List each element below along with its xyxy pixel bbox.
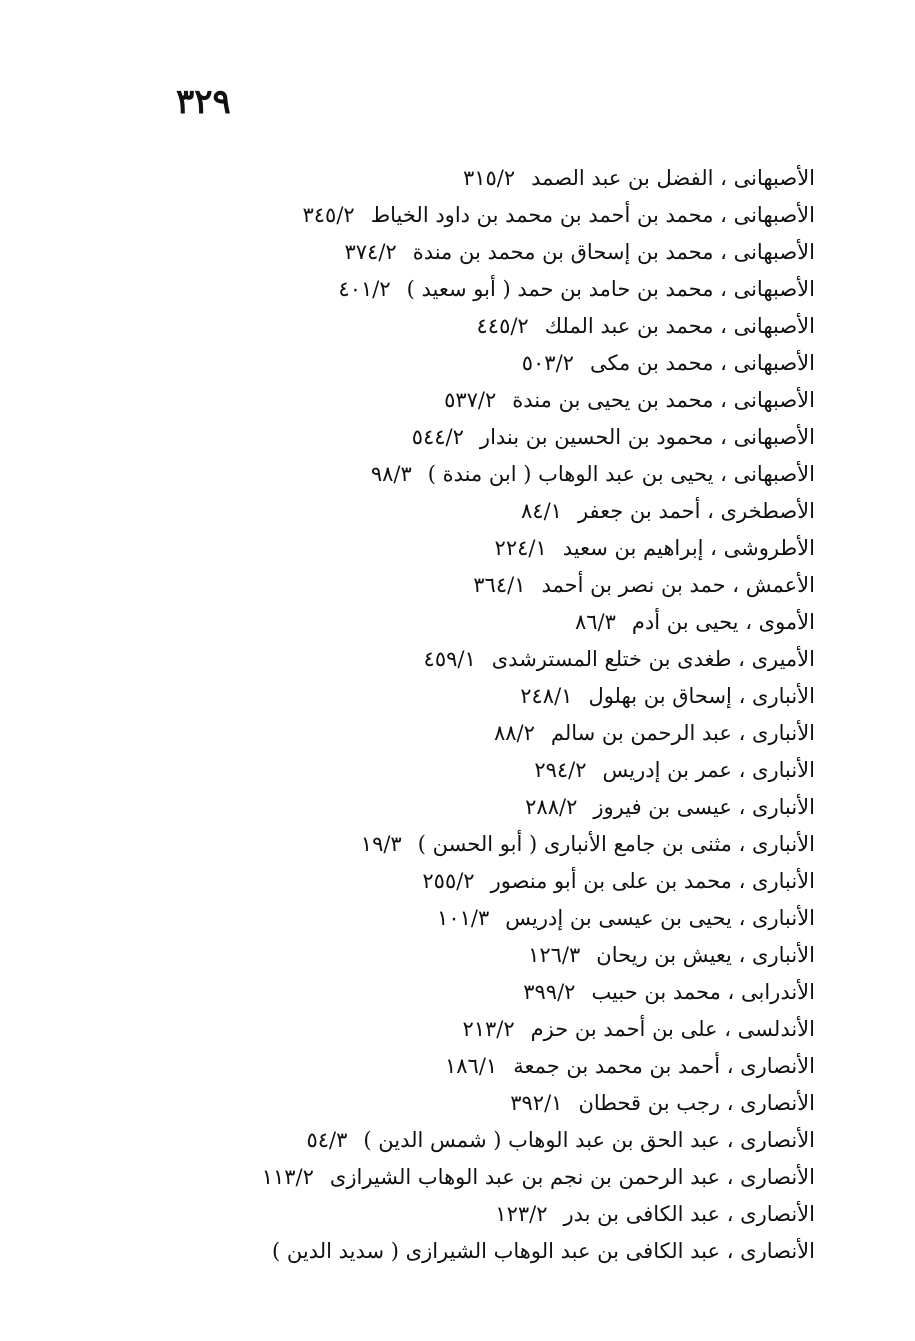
entry-reference: ٥٤/٣: [306, 1128, 348, 1152]
index-entry: [175, 308, 815, 345]
page-number: ٣٢٩: [176, 82, 231, 122]
entry-reference: ٤٠١/٢: [338, 277, 391, 301]
index-entry: [175, 1159, 815, 1196]
index-entry: [175, 493, 815, 530]
entry-reference: ١١٣/٢: [261, 1165, 314, 1189]
index-entry: [175, 1233, 815, 1270]
entry-name: الأندرابى ، محمد بن حبيب: [591, 980, 815, 1004]
index-entry: [175, 234, 815, 271]
index-entry: [175, 1048, 815, 1085]
index-entry: [175, 1122, 815, 1159]
entry-reference: ٥٤٤/٢: [411, 425, 464, 449]
entry-reference: ٣٩٩/٢: [523, 980, 576, 1004]
entry-reference: ٢١٣/٢: [462, 1017, 515, 1041]
entry-name: الأنبارى ، عيسى بن فيروز: [593, 795, 815, 819]
entry-reference: ٢٨٨/٢: [525, 795, 578, 819]
index-entry: [175, 345, 815, 382]
index-entry: [175, 1085, 815, 1122]
index-entry: [175, 641, 815, 678]
entry-name: الأعمش ، حمد بن نصر بن أحمد: [541, 573, 815, 597]
entry-reference: ٣١٥/٢: [462, 166, 516, 190]
entry-reference: ٥٣٧/٢: [444, 388, 497, 412]
entry-reference: ٨٤/١: [521, 499, 562, 523]
entry-name: الأصبهانى ، محمد بن أحمد بن محمد بن داود الخياط: [370, 203, 815, 227]
entry-name: الأنصارى ، عبد الحق بن عبد الوهاب ( شمس الدين ): [363, 1128, 815, 1152]
index-entry: [175, 752, 815, 789]
entry-reference: ٤٥٩/١: [423, 647, 476, 671]
index-entry: [175, 974, 815, 1011]
entry-name: الأنصارى ، عبد الكافى بن بدر: [563, 1202, 815, 1226]
index-entry: [175, 937, 815, 974]
entry-reference: ٤٤٥/٢: [476, 314, 529, 338]
index-entry: [175, 197, 815, 234]
entry-name: الأصبهانى ، محمد بن حامد بن حمد ( أبو سعيد ): [406, 277, 815, 301]
entry-name: الأنصارى ، عبد الكافى بن عبد الوهاب الشيرازى ( سديد الدين ): [271, 1239, 815, 1263]
entry-name: الأصطخرى ، أحمد بن جعفر: [577, 499, 815, 523]
entry-name: الأطروشى ، إبراهيم بن سعيد: [562, 536, 815, 560]
index-entry: [175, 160, 815, 197]
index-entry: [175, 826, 815, 863]
entry-name: الأميرى ، طغدى بن ختلع المسترشدى: [491, 647, 815, 671]
entry-reference: ٢٤٨/١: [520, 684, 573, 708]
index-entry: [175, 863, 815, 900]
entry-name: الأصبهانى ، محمد بن مكى: [589, 351, 815, 375]
entry-reference: ١٩/٣: [360, 832, 402, 856]
index-entry: [175, 604, 815, 641]
entry-name: الأصبهانى ، محمد بن يحيى بن مندة: [512, 388, 815, 412]
index-entry: [175, 1011, 815, 1048]
entry-reference: ١٠١/٣: [437, 906, 490, 930]
entry-reference: ٣٦٤/١: [473, 573, 526, 597]
index-entry: [175, 419, 815, 456]
entry-name: الأموى ، يحيى بن أدم: [631, 610, 815, 634]
index-entry: [175, 900, 815, 937]
entry-name: الأنصارى ، رجب بن قحطان: [578, 1091, 815, 1115]
entry-reference: ٩٨/٣: [370, 462, 412, 486]
index-entry: [175, 789, 815, 826]
index-entry: [175, 382, 815, 419]
index-entry: [175, 1196, 815, 1233]
entry-reference: ٥٠٣/٢: [521, 351, 574, 375]
index-entry: [175, 567, 815, 604]
entry-name: الأنبارى ، عبد الرحمن بن سالم: [550, 721, 815, 745]
entry-reference: ٣٧٤/٢: [344, 240, 397, 264]
entry-name: الأنصارى ، أحمد بن محمد بن جمعة: [513, 1054, 815, 1078]
entry-name: الأصبهانى ، يحيى بن عبد الوهاب ( ابن مندة ): [427, 462, 815, 486]
entry-name: الأصبهانى ، محمد بن إسحاق بن محمد بن مندة: [412, 240, 815, 264]
entry-reference: ٣٤٥/٢: [302, 203, 355, 227]
entry-reference: ٢٥٥/٢: [422, 869, 475, 893]
entry-name: الأنبارى ، عمر بن إدريس: [602, 758, 815, 782]
entry-name: الأنبارى ، محمد بن على بن أبو منصور: [490, 869, 815, 893]
entry-reference: ١٢٦/٣: [528, 943, 581, 967]
entry-name: الأنبارى ، إسحاق بن بهلول: [588, 684, 815, 708]
entry-name: الأنصارى ، عبد الرحمن بن نجم بن عبد الوهاب الشيرازى: [329, 1165, 815, 1189]
entry-reference: ٢٩٤/٢: [534, 758, 587, 782]
entry-name: الأنبارى ، يعيش بن ريحان: [596, 943, 815, 967]
index-entry: [175, 715, 815, 752]
entry-reference: ١٨٦/١: [445, 1054, 498, 1078]
entry-name: الأنبارى ، يحيى بن عيسى بن إدريس: [505, 906, 815, 930]
entry-reference: ١٢٣/٢: [495, 1202, 548, 1226]
index-entry: [175, 678, 815, 715]
entry-reference: ٢٢٤/١: [494, 536, 547, 560]
index-entry: [175, 271, 815, 308]
entry-name: الأصبهانى ، الفضل بن عبد الصمد: [531, 166, 815, 190]
entry-reference: ٣٩٢/١: [510, 1091, 563, 1115]
entry-name: الأصبهانى ، محمود بن الحسين بن بندار: [479, 425, 815, 449]
entry-reference: ٨٨/٢: [493, 721, 535, 745]
index-entry: [175, 456, 815, 493]
entry-name: الأصبهانى ، محمد بن عبد الملك: [544, 314, 815, 338]
entry-reference: ٨٦/٣: [574, 610, 616, 634]
index-entries-list: [175, 160, 815, 1270]
index-entry: [175, 530, 815, 567]
entry-name: الأنبارى ، مثنى بن جامع الأنبارى ( أبو الحسن ): [417, 832, 815, 856]
entry-name: الأندلسى ، على بن أحمد بن حزم: [530, 1017, 815, 1041]
